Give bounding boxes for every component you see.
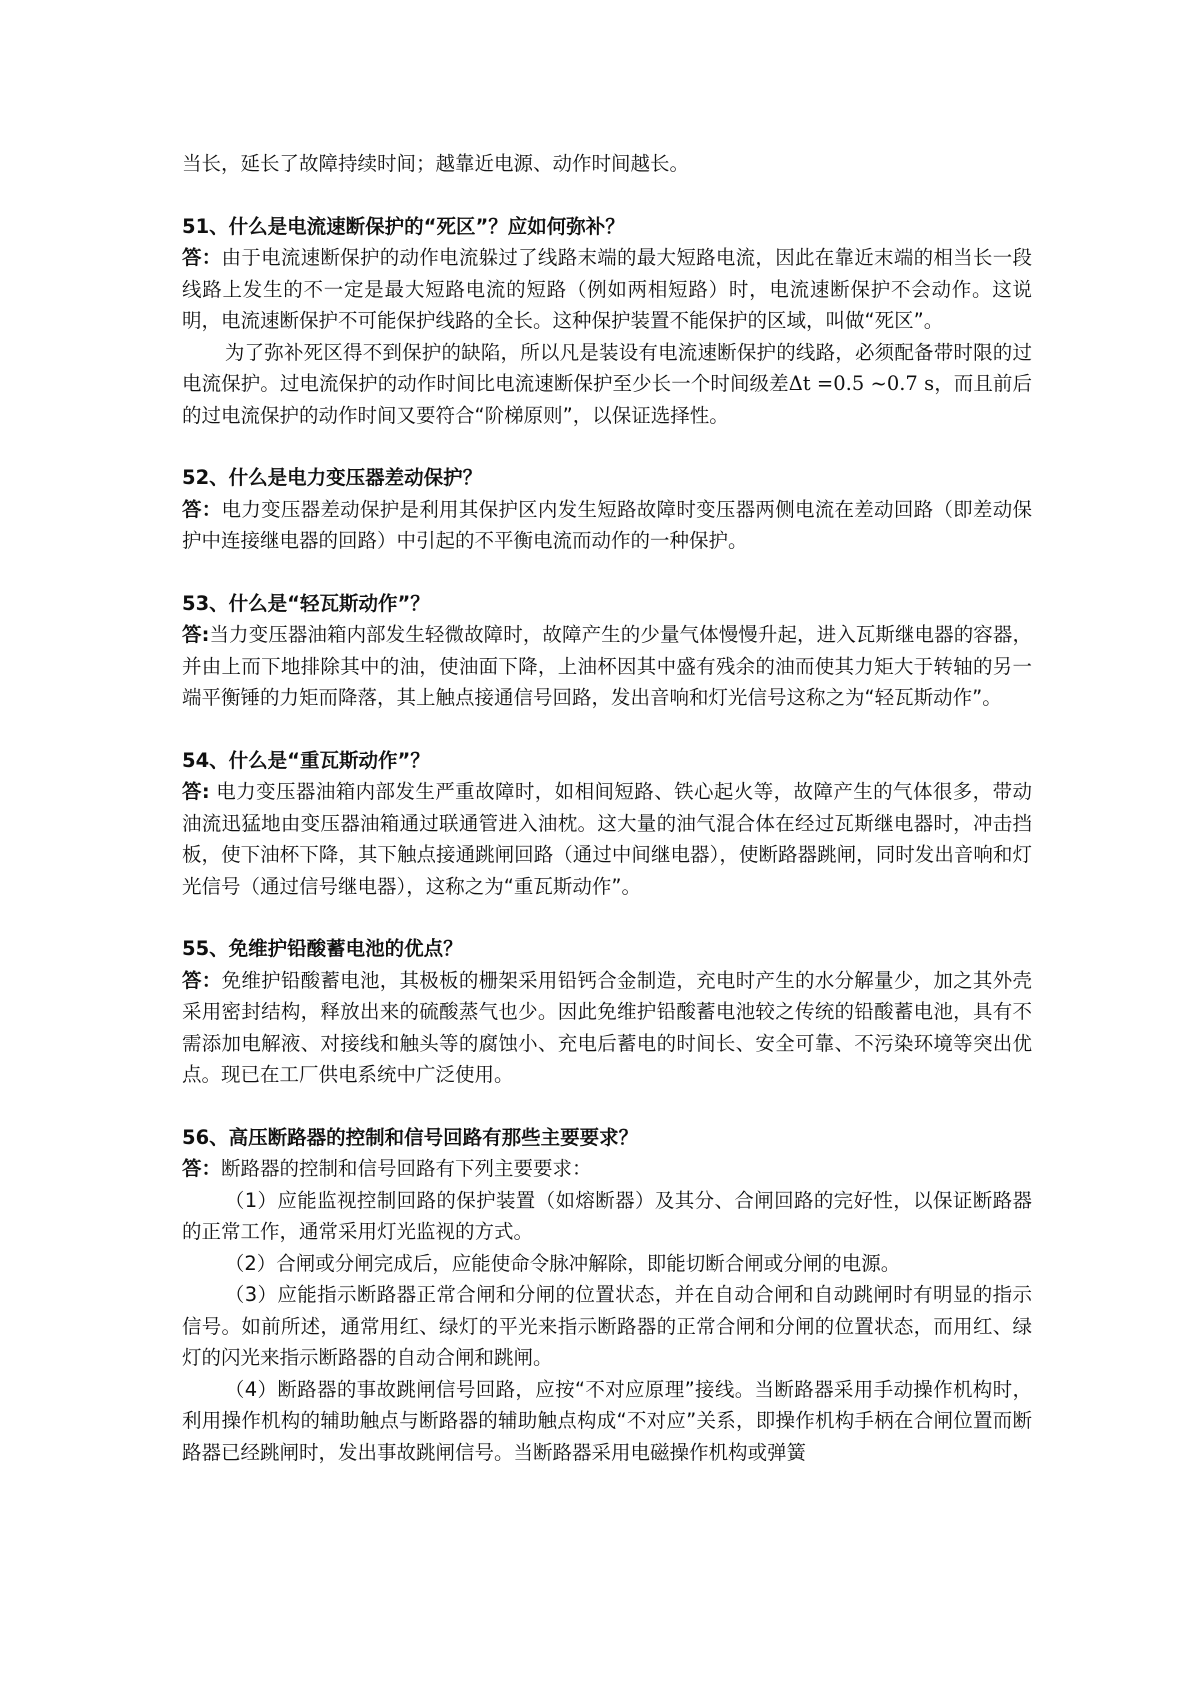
answer-paragraph [182, 965, 1032, 1091]
question-53 [182, 588, 1032, 714]
question-title: 51、什么是电流速断保护的“死区”？应如何弥补？ [182, 214, 625, 238]
document-body [182, 148, 1032, 1468]
question-56 [182, 1122, 1032, 1469]
answer-label: 答： [182, 246, 222, 269]
formula: Δt =0.5 ~0.7 s [788, 372, 935, 395]
answer-label: 答： [182, 497, 222, 521]
question-title: 54、什么是“重瓦斯动作”？ [182, 748, 430, 772]
question-title: 52、什么是电力变压器差动保护？ [182, 466, 483, 489]
answer-paragraph [182, 619, 1032, 714]
answer-label: 答： [182, 1157, 222, 1180]
answer-label: 答: [182, 780, 210, 803]
answer-paragraph [182, 776, 1032, 902]
answer-text: ，而且前后的过电流保护的动作时间又要符合“阶梯原则”，以保证选择性。 [182, 372, 1032, 427]
answer-paragraph [182, 494, 1032, 557]
answer-text: 电力变压器油箱内部发生严重故障时，如相间短路、铁心起火等，故障产生的气体很多，带动油流迅猛地由变压器油箱通过联通管进入油枕。这大量的油气混合体在经过瓦斯继电器时，冲击挡板，使下油杯下降，其下触点接通跳闸回路（通过中间继电器），使断路器跳闸，同时发出音响和灯光信号（通过信号继电器），这称之为“重瓦斯动作”。 [182, 780, 1032, 898]
answer-paragraph-2 [182, 337, 1032, 432]
question-title: 55、免维护铅酸蓄电池的优点？ [182, 937, 463, 960]
question-52 [182, 462, 1032, 557]
answer-text: 由于电流速断保护的动作电流躲过了线路末端的最大短路电流，因此在靠近末端的相当长一段线路上发生的不一定是最大短路电流的短路（例如两相短路）时，电流速断保护不会动作。这说明，电流速断保护不可能保护线路的全长。这种保护装置不能保护的区域，叫做“死区”。 [182, 246, 1032, 332]
list-item: （3）应能指示断路器正常合闸和分闸的位置状态，并在自动合闸和自动跳闸时有明显的指示信号。如前所述，通常用红、绿灯的平光来指示断路器的正常合闸和分闸的位置状态，而用红、绿灯的闪光来指示断路器的自动合闸和跳闸。 [182, 1283, 1032, 1369]
list-item: （2）合闸或分闸完成后，应能使命令脉冲解除，即能切断合闸或分闸的电源。 [224, 1251, 901, 1275]
question-51 [182, 211, 1032, 432]
answer-text: 断路器的控制和信号回路有下列主要要求： [221, 1157, 592, 1180]
list-item: （4）断路器的事故跳闸信号回路，应按“不对应原理”接线。当断路器采用手动操作机构时，利用操作机构的辅助触点与断路器的辅助触点构成“不对应”关系，即操作机构手柄在合闸位置而断路器已经跳闸时，发出事故跳闸信号。当断路器采用电磁操作机构或弹簧 [182, 1377, 1032, 1464]
answer-label: 答： [182, 968, 222, 992]
list-item: （1）应能监视控制回路的保护装置（如熔断器）及其分、合闸回路的完好性，以保证断路器的正常工作，通常采用灯光监视的方式。 [182, 1188, 1032, 1243]
question-title: 53、什么是“轻瓦斯动作”？ [182, 591, 430, 615]
question-54 [182, 745, 1032, 903]
answer-text: 为了弥补死区得不到保护的缺陷，所以凡是装设有电流速断保护的线路，必须配备带时限的过电流保护。过电流保护的动作时间比电流速断保护至少长一个时间级差 [182, 340, 1032, 395]
answer-text: 当力变压器油箱内部发生轻微故障时，故障产生的少量气体慢慢升起，进入瓦斯继电器的容器，并由上而下地排除其中的油，使油面下降，上油杯因其中盛有残余的油而使其力矩大于转轴的另一端平衡锤的力矩而降落，其上触点接通信号回路，发出音响和灯光信号这称之为“轻瓦斯动作”。 [182, 623, 1032, 709]
answer-paragraph [182, 242, 1032, 337]
answer-text: 免维护铅酸蓄电池，其极板的栅架采用铅钙合金制造，充电时产生的水分解量少，加之其外壳采用密封结构，释放出来的硫酸蒸气也少。因此免维护铅酸蓄电池较之传统的铅酸蓄电池，具有不需添加电解液、对接线和触头等的腐蚀小、充电后蓄电的时间长、安全可靠、不污染环境等突出优点。现已在工厂供电系统中广泛使用。 [182, 968, 1032, 1086]
answer-text: 电力变压器差动保护是利用其保护区内发生短路故障时变压器两侧电流在差动回路（即差动保护中连接继电器的回路）中引起的不平衡电流而动作的一种保护。 [182, 497, 1032, 552]
intro-paragraph: 当长，延长了故障持续时间；越靠近电源、动作时间越长。 [182, 152, 690, 175]
answer-label: 答: [182, 623, 210, 646]
question-title: 56、高压断路器的控制和信号回路有那些主要要求？ [182, 1125, 639, 1149]
question-55 [182, 933, 1032, 1091]
answer-paragraph [182, 1153, 1032, 1185]
